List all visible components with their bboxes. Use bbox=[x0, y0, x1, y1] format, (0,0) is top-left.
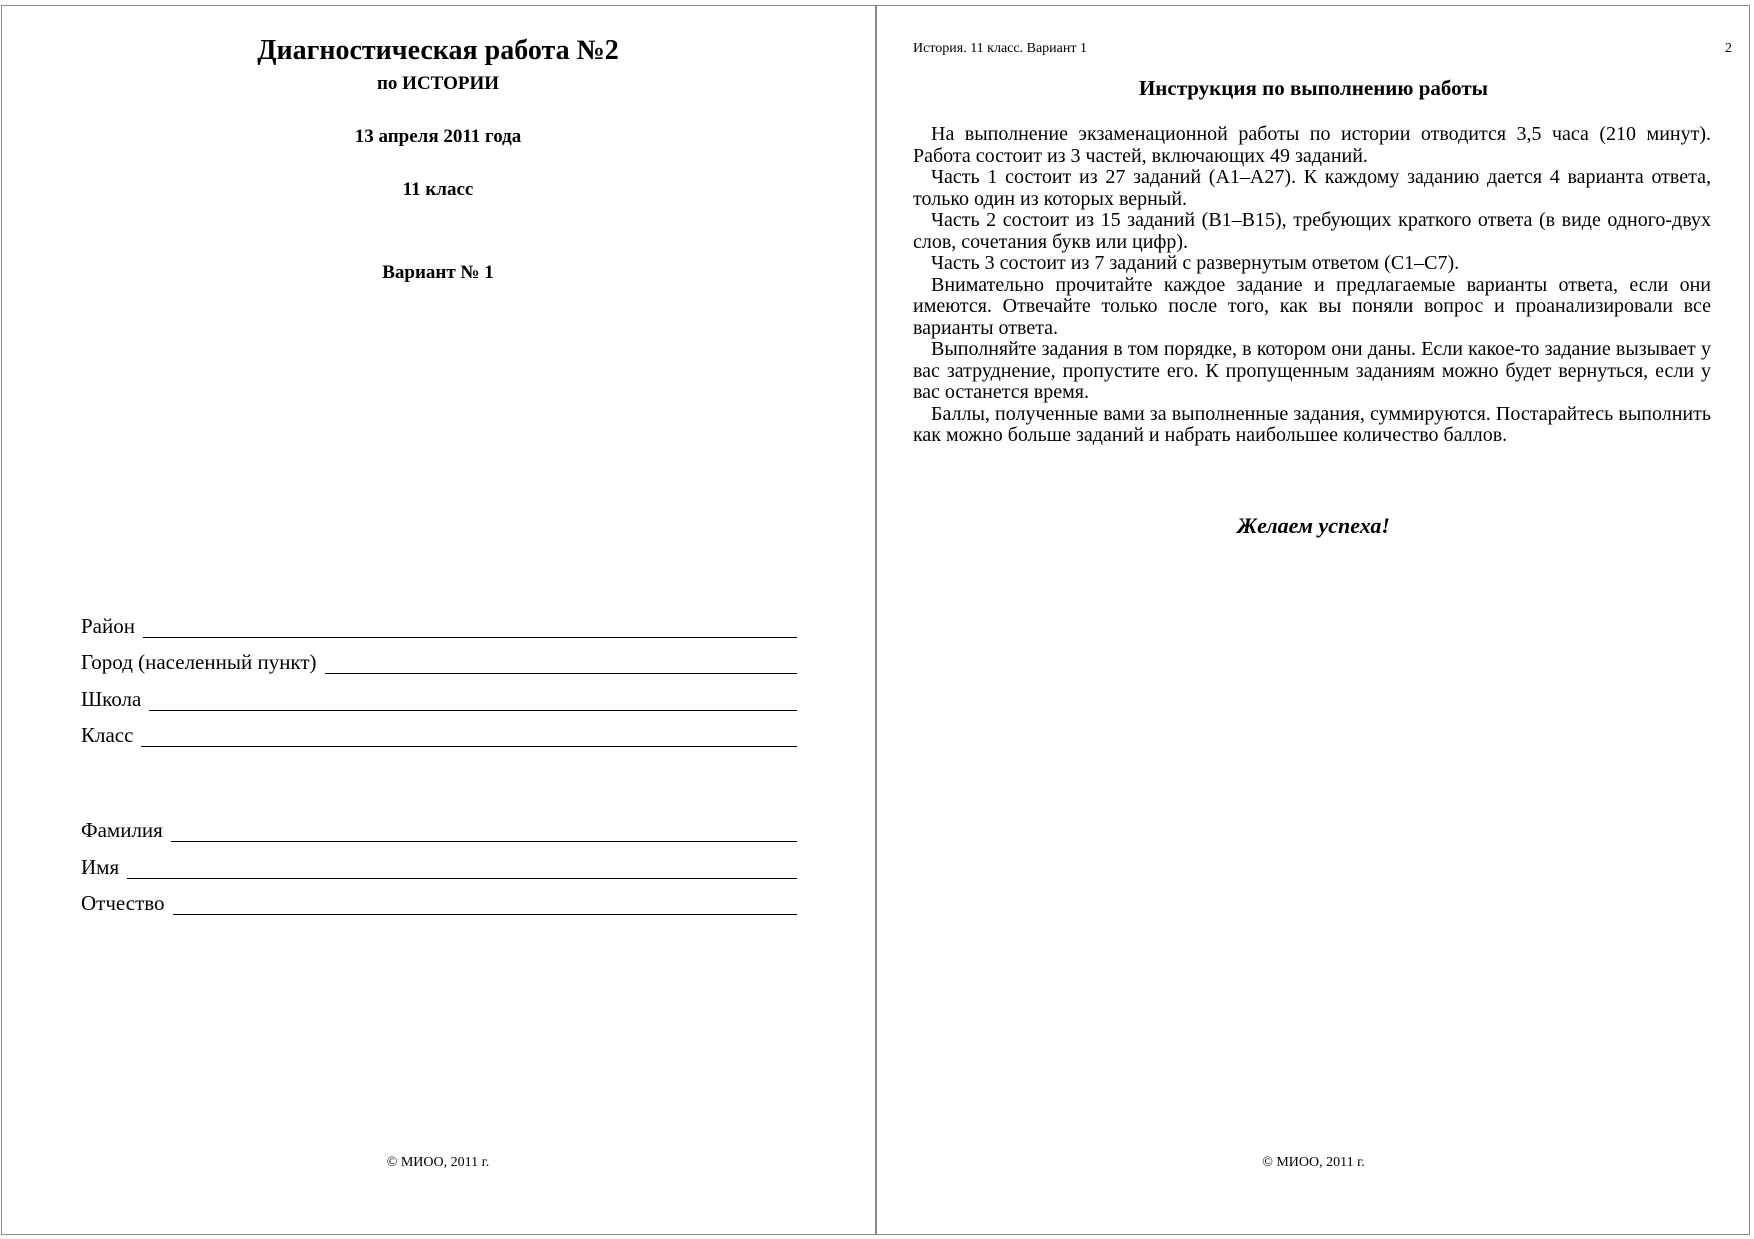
instruction-paragraph: Часть 1 состоит из 27 заданий (А1–А27). К каждому заданию дается 4 варианта ответа, только один из которых верный. bbox=[913, 166, 1711, 210]
district-label: Район bbox=[81, 614, 135, 638]
document-title: Диагностическая работа №2 bbox=[257, 35, 619, 66]
subject-line: по ИСТОРИИ bbox=[376, 73, 500, 94]
copyright-footer: © МИОО, 2011 г. bbox=[386, 1155, 490, 1170]
first-name-field[interactable] bbox=[81, 851, 797, 879]
title-page bbox=[1, 5, 875, 1235]
patronymic-input-line[interactable] bbox=[173, 914, 797, 915]
instructions-title: Инструкция по выполнению работы bbox=[1138, 76, 1489, 100]
surname-input-line[interactable] bbox=[171, 841, 797, 842]
class-label: Класс bbox=[81, 723, 134, 747]
instruction-paragraph: Часть 3 состоит из 7 заданий с развернутым ответом (С1–С7). bbox=[931, 252, 1460, 274]
first-name-label: Имя bbox=[81, 855, 120, 879]
running-head: История. 11 класс. Вариант 1 bbox=[913, 41, 1087, 56]
instruction-paragraph: На выполнение экзаменационной работы по истории отводится 3,5 часа (210 минут). Работа состоит из 3 частей, включающих 49 заданий. bbox=[913, 123, 1711, 167]
surname-label: Фамилия bbox=[81, 818, 163, 842]
instructions-page bbox=[877, 5, 1750, 1235]
good-luck-wish: Желаем успеха! bbox=[1236, 513, 1390, 538]
class-input-line[interactable] bbox=[141, 746, 797, 747]
district-field[interactable] bbox=[81, 610, 797, 638]
copyright-footer: © МИОО, 2011 г. bbox=[1262, 1155, 1365, 1170]
city-field[interactable] bbox=[81, 646, 797, 674]
page-number: 2 bbox=[1725, 41, 1732, 56]
city-input-line[interactable] bbox=[325, 673, 797, 674]
grade-label: 11 класс bbox=[402, 179, 474, 200]
surname-field[interactable] bbox=[81, 814, 797, 842]
patronymic-label: Отчество bbox=[81, 891, 165, 915]
instruction-paragraph: Выполняйте задания в том порядке, в котором они даны. Если какое-то задание вызывает у вас затруднение, пропустите его. К пропущенным заданиям можно будет вернуться, если у вас останется время. bbox=[913, 338, 1711, 403]
school-field[interactable] bbox=[81, 683, 797, 711]
first-name-input-line[interactable] bbox=[127, 878, 797, 879]
patronymic-field[interactable] bbox=[81, 887, 797, 915]
variant-label: Вариант № 1 bbox=[382, 262, 494, 283]
instruction-paragraph: Часть 2 состоит из 15 заданий (В1–В15), требующих краткого ответа (в виде одного-двух слов, сочетания букв или цифр). bbox=[913, 209, 1711, 253]
instructions-body bbox=[913, 124, 1711, 447]
instruction-paragraph: Внимательно прочитайте каждое задание и предлагаемые варианты ответа, если они имеются. Отвечайте только после того, как вы поняли вопрос и проанализировали все варианты ответа. bbox=[913, 273, 1711, 339]
district-input-line[interactable] bbox=[143, 637, 797, 638]
class-field[interactable] bbox=[81, 719, 797, 747]
instruction-paragraph: Баллы, полученные вами за выполненные задания, суммируются. Постарайтесь выполнить как можно больше заданий и набрать наибольшее количество баллов. bbox=[913, 402, 1711, 446]
city-label: Город (населенный пункт) bbox=[81, 650, 317, 674]
school-label: Школа bbox=[81, 687, 142, 711]
exam-date: 13 апреля 2011 года bbox=[354, 126, 522, 147]
school-input-line[interactable] bbox=[149, 710, 797, 711]
